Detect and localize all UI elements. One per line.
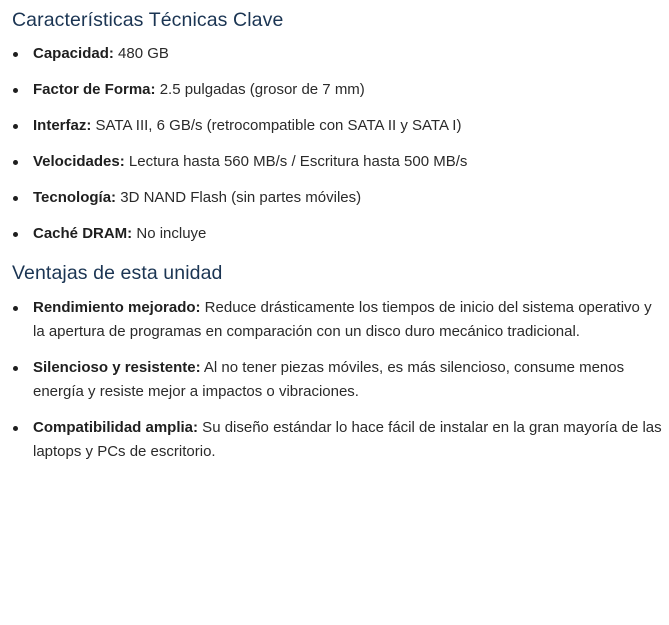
list-item [12, 150, 664, 174]
item-key: Silencioso y resistente: [33, 359, 201, 376]
bullet-icon [13, 196, 18, 201]
item-key: Interfaz: [33, 117, 92, 134]
specs-list [12, 42, 664, 246]
bullet-icon [13, 306, 18, 311]
bullet-icon [13, 160, 18, 165]
item-text: 3D NAND Flash (sin partes móviles) [116, 189, 362, 206]
list-item [12, 356, 664, 404]
item-key: Factor de Forma: [33, 81, 156, 98]
document-content [12, 6, 664, 476]
item-text: Lectura hasta 560 MB/s / Escritura hasta 500 MB/s [124, 153, 468, 170]
item-text: Su diseño estándar lo hace fácil de instalar en la gran mayoría de las laptops y PCs de escritorio. [33, 419, 662, 460]
item-text: Al no tener piezas móviles, es más silencioso, consume menos energía y resiste mejor a impactos o vibraciones. [33, 359, 625, 400]
section-heading-specs: Características Técnicas Clave [12, 9, 284, 31]
bullet-icon [13, 366, 18, 371]
item-key: Compatibilidad amplia: [33, 419, 199, 436]
list-item [12, 296, 664, 344]
item-key: Rendimiento mejorado: [33, 299, 201, 316]
item-key: Capacidad: [33, 45, 114, 62]
list-item [12, 78, 664, 102]
list-item [12, 186, 664, 210]
bullet-icon [13, 88, 18, 93]
item-text: SATA III, 6 GB/s (retrocompatible con SATA II y SATA I) [91, 117, 462, 134]
item-text: 2.5 pulgadas (grosor de 7 mm) [155, 81, 365, 98]
bullet-icon [13, 232, 18, 237]
item-text: No incluye [132, 225, 207, 242]
item-key: Velocidades: [33, 153, 125, 170]
section-heading-advantages: Ventajas de esta unidad [12, 262, 223, 284]
bullet-icon [13, 426, 18, 431]
list-item [12, 416, 664, 464]
item-key: Caché DRAM: [33, 225, 133, 242]
item-text: Reduce drásticamente los tiempos de inicio del sistema operativo y la apertura de programas en comparación con un disco duro mecánico tradicional. [33, 299, 652, 340]
item-key: Tecnología: [33, 189, 117, 206]
bullet-icon [13, 52, 18, 57]
advantages-list [12, 296, 664, 464]
list-item [12, 42, 664, 66]
bullet-icon [13, 124, 18, 129]
item-text: 480 GB [113, 45, 169, 62]
list-item [12, 222, 664, 246]
list-item [12, 114, 664, 138]
